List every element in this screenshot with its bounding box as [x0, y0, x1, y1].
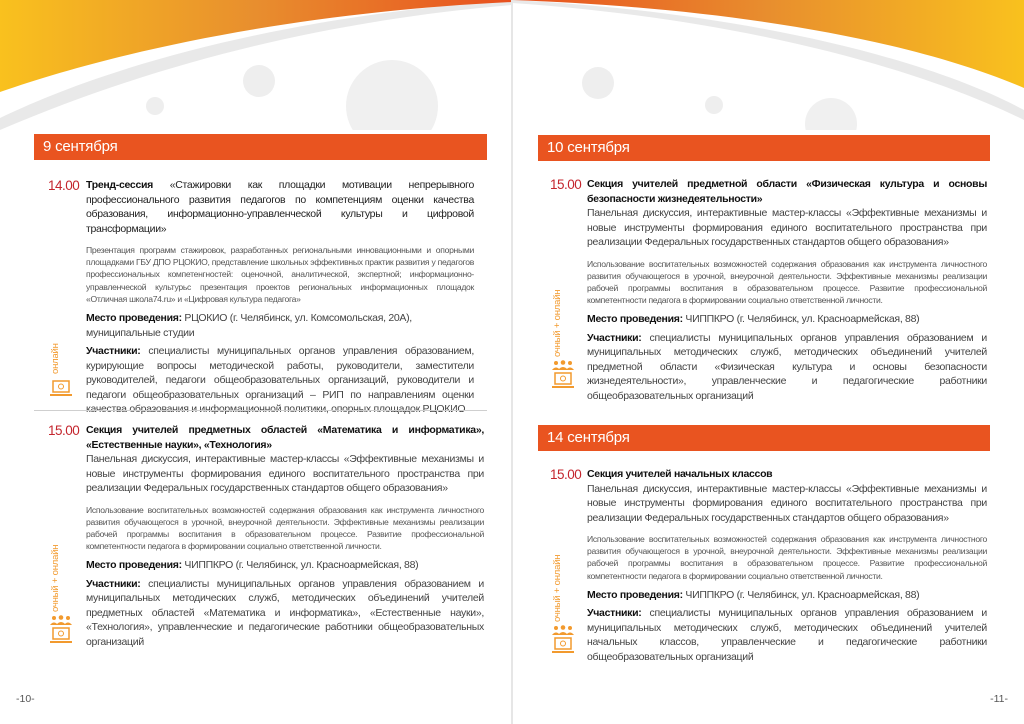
format-badge [550, 555, 576, 655]
participants-label: Участники: [86, 577, 141, 590]
participants-label: Участники: [587, 331, 642, 344]
event-venue [86, 311, 474, 340]
event-participants [86, 344, 474, 417]
event-description: Использование воспитательных возможностей содержания образования как инструмента личностного развития обучающегося в урочной, внеурочной деятельности. Эффективные механизмы реализации рабочей программы воспитания в образовательном процессе. Развитие профессиональной компетентности педагога в формировании социально ответственной личности. [587, 258, 987, 306]
event-title-text: Секция учителей предметных областей «Математика и информатика», «Естественные науки», «Технология» [86, 424, 484, 451]
event-title [86, 178, 474, 236]
event-venue [587, 312, 987, 327]
divider [34, 410, 487, 411]
participants-text: специалисты муниципальных органов управления образованием и муниципальных методических служб, методических объединений учителей начальных классов, управленческие и педагогические работники общеобразовательных организаций [587, 607, 987, 663]
event-time: 14.00 [48, 178, 80, 193]
participants-text: специалисты муниципальных органов управления образованием, курирующие вопросы методической работы, руководители, заместители руководителей, педагоги общеобразовательных организаций, руководители и педагоги общеобразовательных организаций – РИП по направлениям оценки [86, 345, 474, 401]
event-time: 15.00 [550, 467, 582, 482]
page-number: -11- [990, 693, 1008, 705]
decor-circle [346, 60, 438, 130]
format-label: очный + онлайн [552, 289, 563, 357]
event-participants [587, 331, 987, 404]
event-description: Использование воспитательных возможностей содержания образования как инструмента личностного развития обучающегося в урочной, внеурочной деятельности. Эффективные механизмы реализации рабочей программы воспитания в образовательном процессе. Развитие профессиональной компетентности педагога в формировании социально ответственной личности. [587, 534, 987, 581]
page-number: -10- [16, 693, 35, 705]
participants-text: специалисты муниципальных органов управления образованием и муниципальных методических служб, методических объединений учителей предметных областей «Математика и информатика», «Естественные науки», «Технология», управленческие и педагогические работники общеобразовательных организаций [86, 577, 484, 648]
event-description: Использование воспитательных возможностей содержания образования как инструмента личностного развития обучающегося в урочной, внеурочной деятельности. Эффективные механизмы реализации рабочей программы воспитания в образовательном процессе. Развитие профессиональной компетентности педагога в формировании социально ответственной личности. [86, 504, 484, 552]
event-type: Тренд-сессия [86, 179, 153, 191]
venue-text: ЧИППКРО (г. Челябинск, ул. Красноармейская, 88) [682, 313, 920, 326]
header-decoration [512, 0, 1024, 130]
event-subtitle: Панельная дискуссия, интерактивные мастер-классы «Эффективные механизмы и новые инструменты формирования единого воспитательного пространства при реализации Федеральных государственных стандартов общего образования» [587, 482, 987, 524]
event-title-text: Секция учителей предметной области «Физическая культура и основы безопасности жизнедеятельности» [587, 178, 987, 205]
event-participants [86, 577, 484, 650]
venue-label: Место проведения: [587, 588, 683, 601]
date-header: 10 сентября [538, 135, 990, 161]
event-participants [587, 606, 987, 664]
decor-circle [146, 97, 164, 115]
page-spine [511, 0, 513, 724]
event-time: 15.00 [550, 177, 582, 192]
event-venue [587, 588, 987, 603]
people-laptop-icon [50, 615, 72, 645]
event-subtitle: Панельная дискуссия, интерактивные мастер-классы «Эффективные механизмы и новые инструменты формирования единого воспитательного пространства при реализации Федеральных государственных стандартов общего образования» [587, 207, 987, 248]
date-header: 9 сентября [34, 134, 487, 160]
participants-label: Участники: [86, 345, 141, 358]
event-subtitle: Панельная дискуссия, интерактивные мастер-классы «Эффективные механизмы и новые инструменты формирования единого воспитательного пространства при реализации Федеральных государственных стандартов общего образования» [86, 453, 484, 494]
event-title [86, 423, 484, 452]
event-description: Презентация программ стажировок, разработанных региональными инновационными и опорными площадками ГБУ ДПО РЦОКИО, представление школьных эффективных практик развития у педагогов профессиональных компетенгностей: оценочной, аналитической, экспертной; информационно-управленческой культурьс презентация проектов региональных информационных площадок «Отличная школа74.ru» и «Цифровая культура педагога» [86, 245, 474, 304]
format-label: очный + онлайн [552, 554, 563, 622]
page-right [512, 0, 1024, 724]
venue-label: Место проведения: [86, 559, 182, 572]
date-header: 14 сентября [538, 425, 990, 451]
participants-text: специалисты муниципальных органов управления образованием и муниципальных методических служб, методических объединений учителей предметной области «Физическая культура и основы безопасности жизнедеятельности», управленческие и педагогические работники общеобразовательных организаций [587, 331, 987, 402]
participants-label: Участники: [587, 607, 642, 620]
format-badge [550, 290, 576, 390]
venue-text: ЧИППКРО (г. Челябинск, ул. Красноармейская, 88) [682, 588, 920, 601]
event-title [587, 467, 987, 482]
laptop-icon [50, 380, 72, 398]
event-title-text: «Стажировки как площадки мотивации непрерывного профессионального развития педагогов по компетенциям оценки качества образования, информационно-управленческой культуры и цифровой трансформации» [86, 179, 474, 235]
format-badge [48, 340, 74, 400]
event-title [587, 177, 987, 206]
format-label: онлайн [50, 343, 61, 374]
venue-label: Место проведения: [86, 312, 182, 325]
decor-circle [705, 96, 723, 114]
venue-label: Место проведения: [587, 313, 683, 326]
header-decoration [0, 0, 512, 130]
event-venue [86, 558, 484, 573]
format-label: очный + онлайн [50, 544, 61, 612]
decor-circle [582, 67, 614, 99]
venue-text: РЦОКИО (г. Челябинск, ул. Комсомольская, 20А), муниципальные студии [86, 312, 412, 339]
people-laptop-icon [552, 360, 574, 390]
venue-text: ЧИППКРО (г. Челябинск, ул. Красноармейская, 88) [181, 559, 419, 572]
decor-circle [805, 98, 857, 130]
decor-circle [243, 65, 275, 97]
people-laptop-icon [552, 625, 574, 655]
event-time: 15.00 [48, 423, 80, 438]
event-title-text: Секция учителей начальных классов [587, 468, 773, 480]
format-badge [48, 545, 74, 645]
